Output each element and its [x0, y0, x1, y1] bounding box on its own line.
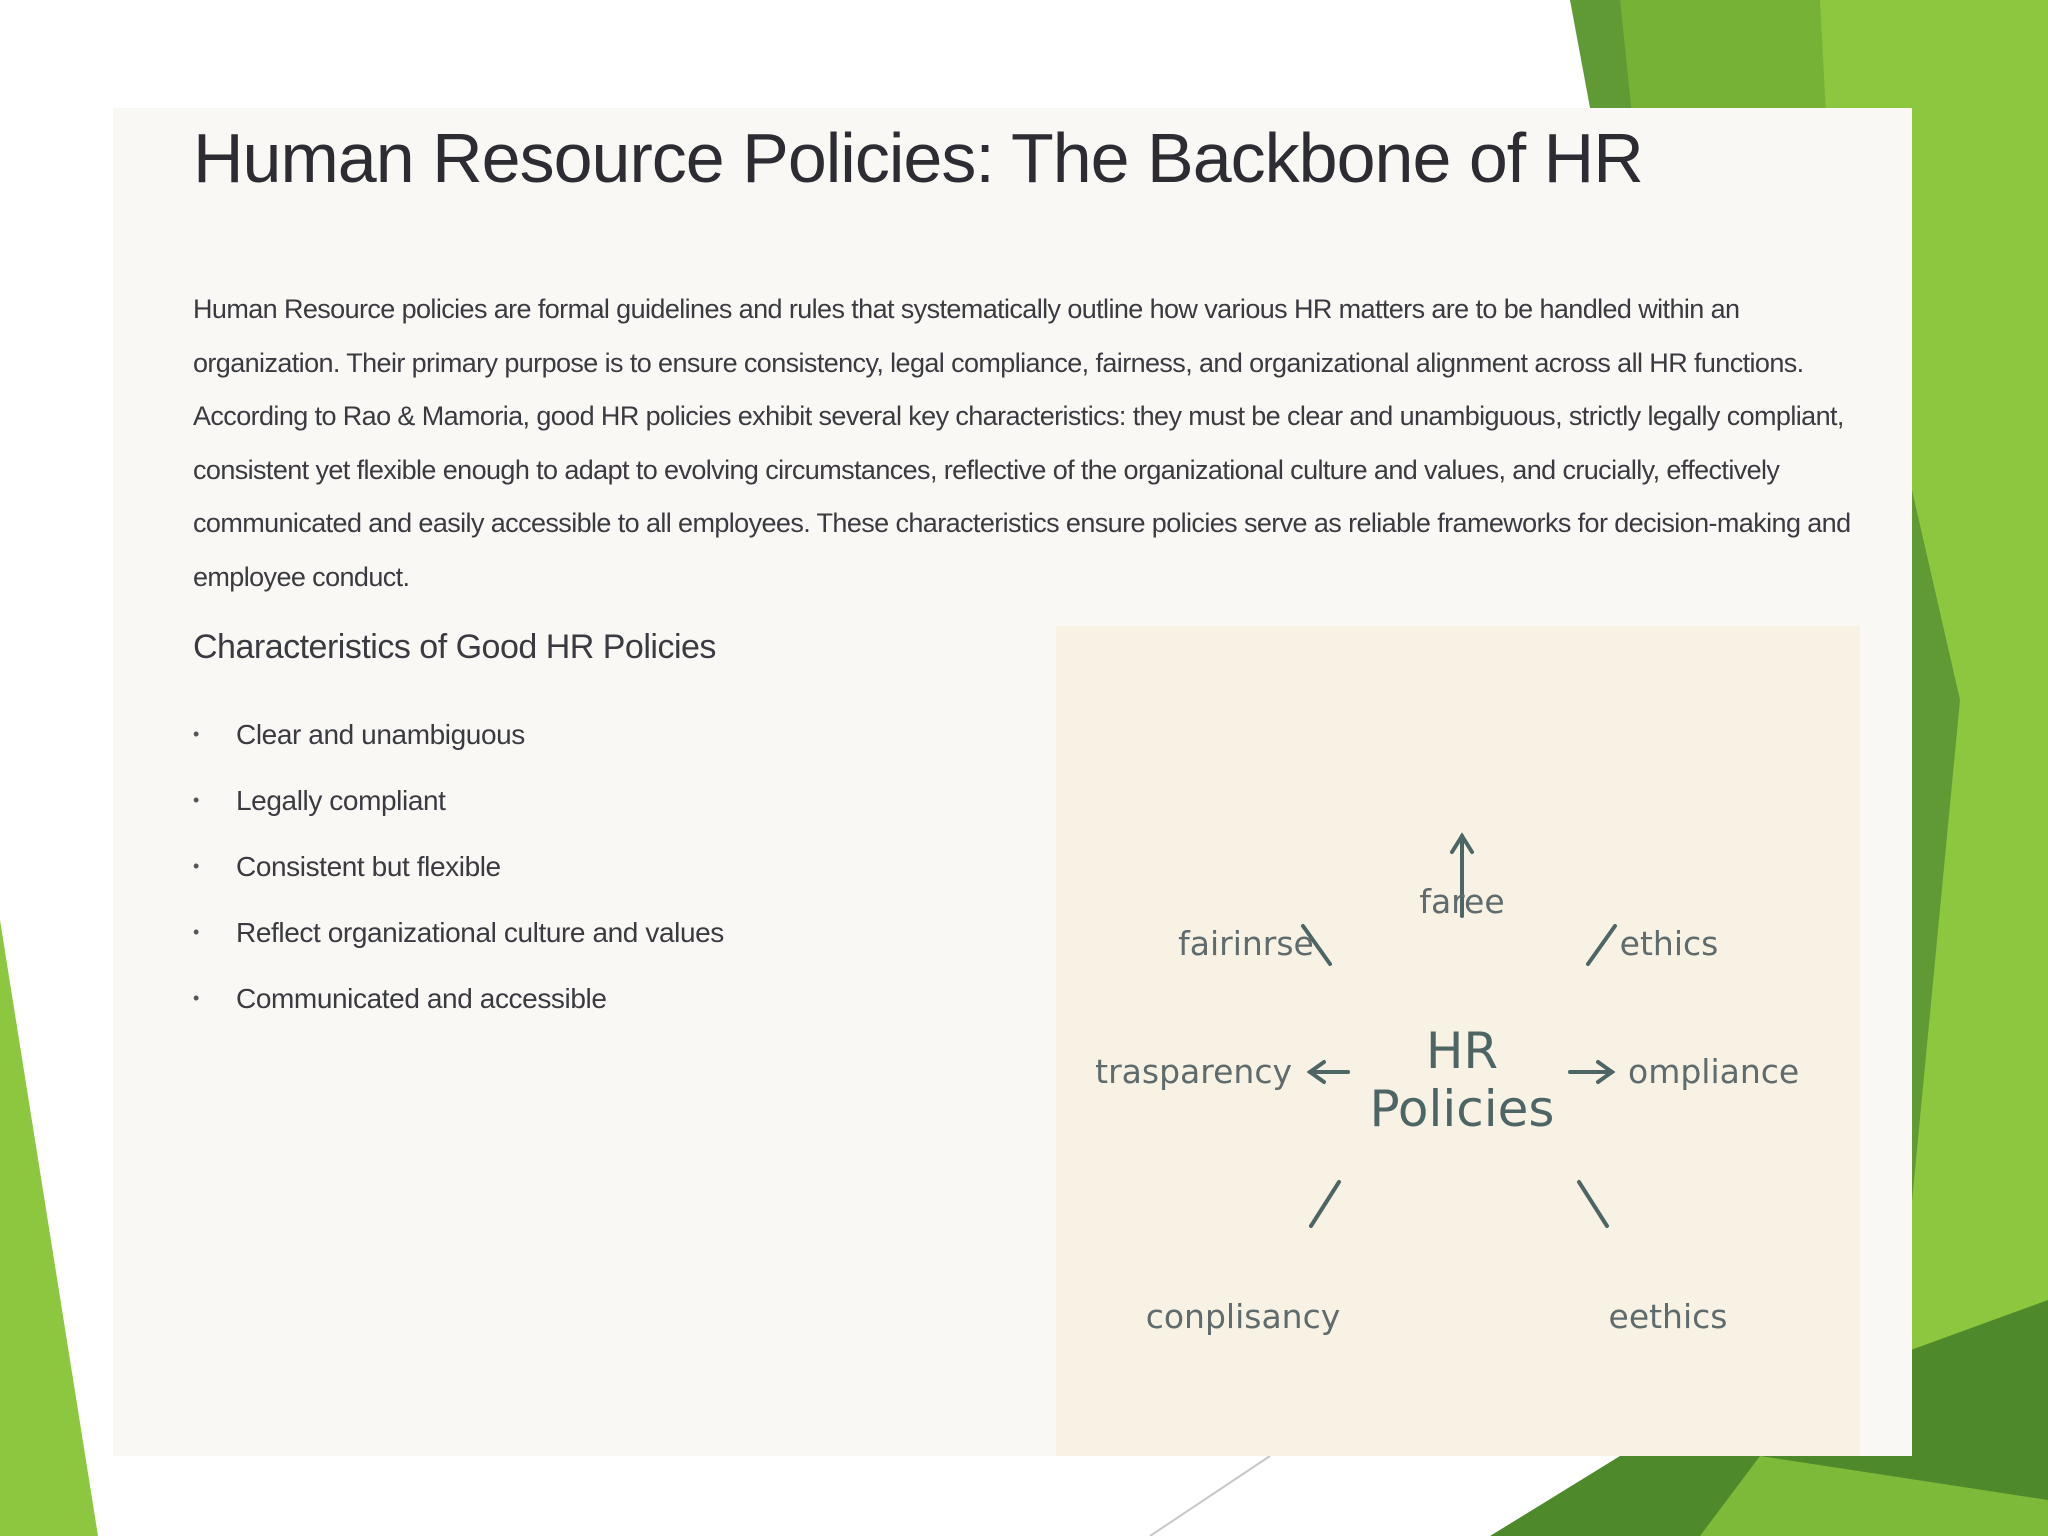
diagram-label-top-right: ethics — [1619, 924, 1719, 963]
diagram-label-top: faree — [1419, 882, 1505, 921]
diagram-label-bottom-left: conplisancy — [1145, 1297, 1341, 1336]
deco-line — [1150, 1456, 1270, 1536]
list-item — [193, 982, 724, 1015]
diagram-label-left: trasparency — [1095, 1052, 1292, 1091]
diagram-label-top-left: fairinrse — [1178, 924, 1314, 963]
spoke-bottom-left — [1311, 1182, 1339, 1226]
spoke-bottom-right — [1579, 1182, 1607, 1226]
bullet-marker: • — [193, 790, 199, 810]
slide-title: Human Resource Policies: The Backbone of HR — [193, 119, 1643, 197]
section-heading: Characteristics of Good HR Policies — [193, 628, 716, 666]
diagram-center-line2: Policies — [1369, 1080, 1555, 1138]
diagram-label-right: ompliance — [1628, 1052, 1800, 1091]
list-item — [193, 784, 724, 817]
bullet-marker: • — [193, 724, 199, 744]
list-item-text: Consistent but flexible — [236, 851, 501, 882]
deco-shape-left — [0, 920, 98, 1536]
list-item-text: Legally compliant — [236, 785, 446, 816]
diagram-center-line1: HR — [1425, 1022, 1499, 1080]
bullet-marker: • — [193, 922, 199, 942]
content-panel — [113, 108, 1912, 1456]
hr-policies-diagram — [1056, 626, 1860, 1456]
bullet-marker: • — [193, 856, 199, 876]
diagram-svg — [1056, 626, 1860, 1456]
bullet-marker: • — [193, 988, 199, 1008]
characteristics-list — [193, 718, 724, 1048]
diagram-label-bottom-right: eethics — [1608, 1297, 1728, 1336]
spoke-top-right — [1588, 926, 1615, 964]
intro-paragraph: Human Resource policies are formal guidelines and rules that systematically outline how various HR matters are to be handled within an organization. Their primary purpose is to ensure consistency, legal compliance, fairness, and organizational alignment across all HR functions. According to Rao & Mamoria, good HR policies exhibit several key characteristics: they must be clear and unambiguous, strictly legally compliant, consistent yet flexible enough to adapt to evolving circumstances, reflective of the organizational culture and values, and crucially, effectively communicated and easily accessible to all employees. These characteristics ensure policies serve as reliable frameworks for decision-making and employee conduct. — [193, 294, 1851, 592]
list-item-text: Clear and unambiguous — [236, 719, 525, 750]
list-item — [193, 718, 724, 751]
list-item — [193, 850, 724, 883]
list-item — [193, 916, 724, 949]
list-item-text: Communicated and accessible — [236, 983, 607, 1014]
list-item-text: Reflect organizational culture and values — [236, 917, 724, 948]
